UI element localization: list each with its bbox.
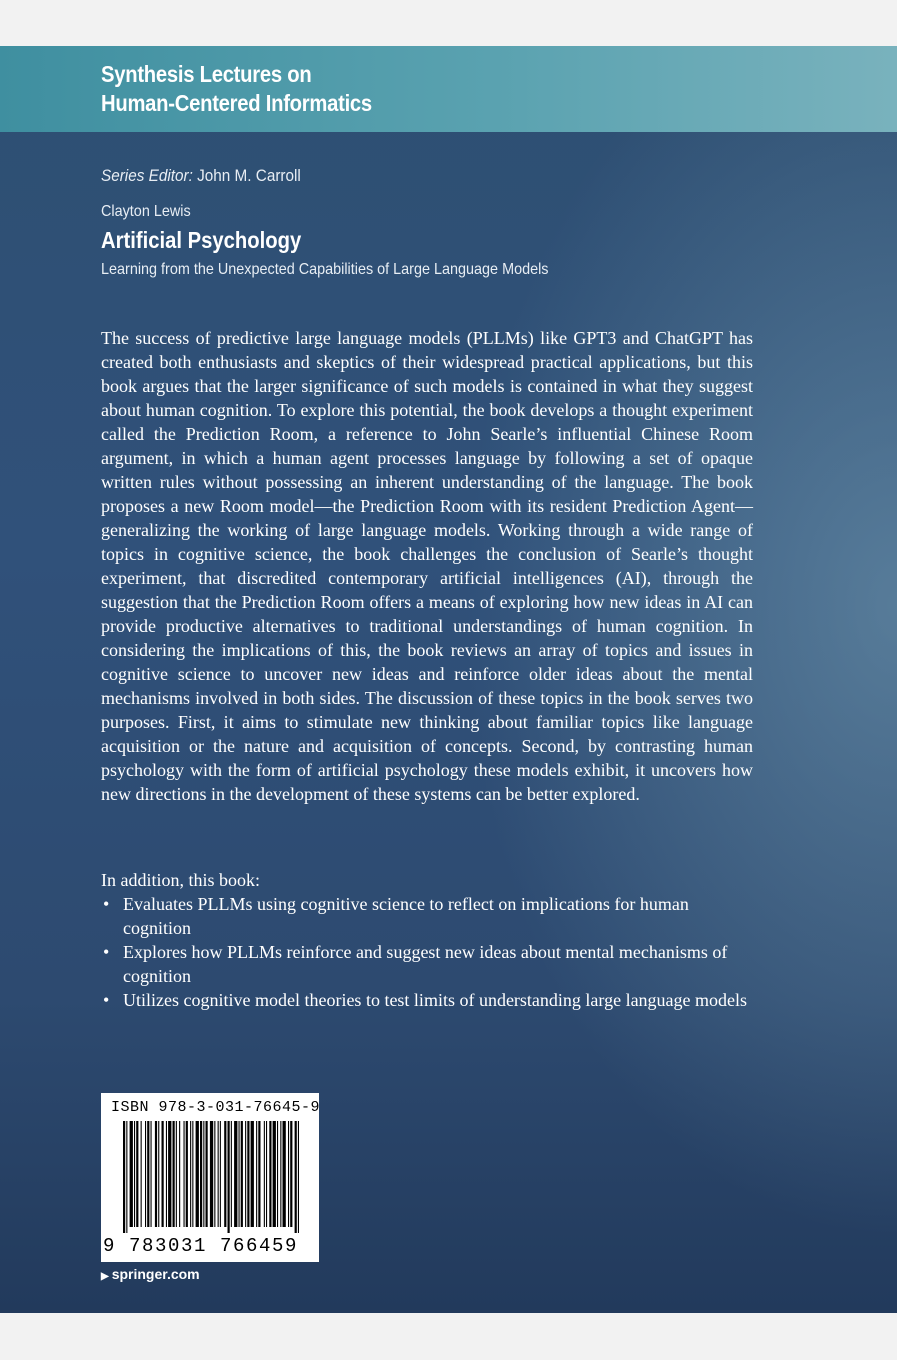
barcode-bar: [273, 1121, 276, 1227]
barcode-bar: [123, 1121, 125, 1233]
barcode-bar: [176, 1121, 177, 1227]
barcode-bar: [234, 1121, 237, 1227]
series-editor: [101, 166, 301, 186]
barcode-bar: [228, 1121, 230, 1233]
barcode-bar: [283, 1121, 286, 1227]
barcode-bar: [266, 1121, 267, 1227]
barcode-bar: [298, 1121, 299, 1233]
barcode-bar: [269, 1121, 271, 1227]
barcode-bar: [136, 1121, 138, 1227]
barcode-bar: [290, 1121, 292, 1227]
addition-section: [101, 868, 753, 1012]
barcode-bar: [196, 1121, 199, 1227]
barcode-bar: [280, 1121, 281, 1227]
barcode-bar: [220, 1121, 221, 1227]
triangle-arrow-icon: ▶: [101, 1271, 109, 1282]
barcode-bar: [158, 1121, 159, 1227]
barcode-bar: [186, 1121, 188, 1227]
publisher-url: springer.com: [111, 1266, 200, 1282]
back-cover: [0, 46, 897, 1313]
series-title-line-1: Synthesis Lectures on: [101, 61, 312, 87]
barcode-bar: [224, 1121, 226, 1227]
barcode-bar: [264, 1121, 265, 1227]
barcode-bar: [126, 1121, 127, 1233]
barcode-bar: [203, 1121, 204, 1227]
barcode-bar: [173, 1121, 175, 1227]
series-title-line-2: Human-Centered Informatics: [101, 90, 372, 116]
barcode-bar: [214, 1121, 215, 1227]
barcode-bars: [123, 1121, 299, 1233]
barcode-bar: [231, 1121, 232, 1227]
barcode-bar: [245, 1121, 246, 1227]
feature-item: • Explores how PLLMs reinforce and suggest new ideas about mental mechanisms of cognition: [101, 940, 753, 988]
addition-intro: In addition, this book:: [101, 870, 260, 890]
barcode-bar: [247, 1121, 249, 1227]
barcode-bar: [166, 1121, 167, 1227]
barcode-bar: [155, 1121, 157, 1227]
barcode-bar: [151, 1121, 152, 1227]
barcode-digits: 9 783031 766459: [103, 1235, 299, 1257]
barcode-box: [101, 1093, 319, 1262]
barcode-bar: [141, 1121, 142, 1227]
barcode-bar: [241, 1121, 243, 1227]
feature-item: • Utilizes cognitive model theories to test limits of understanding large language models: [101, 988, 753, 1012]
author-name: Clayton Lewis: [101, 203, 191, 220]
barcode-bar: [239, 1121, 240, 1227]
barcode-bar: [256, 1121, 257, 1227]
barcode-bar: [277, 1121, 278, 1227]
barcode-bar: [288, 1121, 289, 1227]
barcode-bar: [218, 1121, 219, 1227]
barcode-bar: [145, 1121, 146, 1227]
barcode-bar: [190, 1121, 191, 1227]
barcode-bar: [134, 1121, 135, 1227]
feature-item: • Evaluates PLLMs using cognitive science to reflect on implications for human cognition: [101, 892, 753, 940]
barcode-bar: [192, 1121, 193, 1227]
feature-list: [101, 892, 753, 1012]
barcode-bar: [168, 1121, 171, 1227]
series-editor-name: John M. Carroll: [197, 166, 301, 185]
series-editor-label: Series Editor:: [101, 166, 193, 185]
publisher-link[interactable]: [101, 1266, 200, 1282]
barcode-bar: [179, 1121, 180, 1227]
barcode-bar: [130, 1121, 133, 1227]
series-band: [0, 46, 897, 132]
barcode-bar: [258, 1121, 260, 1227]
barcode-bar: [184, 1121, 185, 1227]
series-title: [101, 60, 372, 118]
barcode-bar: [206, 1121, 208, 1227]
book-title: Artificial Psychology: [101, 227, 302, 253]
barcode-bar: [200, 1121, 202, 1227]
barcode-bar: [210, 1121, 213, 1227]
barcode-bar: [147, 1121, 149, 1227]
barcode-bar: [295, 1121, 297, 1233]
barcode-bar: [162, 1121, 164, 1227]
book-subtitle: Learning from the Unexpected Capabilities of Large Language Models: [101, 261, 549, 278]
book-description: The success of predictive large language models (PLLMs) like GPT3 and ChatGPT has created both enthusiasts and skeptics of their widespread practical applications, but this book argues that the larger significance of such models is contained in what they suggest about human cognition. To explore this potential, the book develops a thought experiment called the Prediction Room, a reference to John Searle’s influential Chinese Room argument, in which a human agent processes language by following a set of opaque written rules without possessing an inherent understanding of the language. The book proposes a new Room model—the Prediction Room with its resident Prediction Agent—generalizing the working of large language models. Working through a wide range of topics in cognitive science, the book challenges the conclusion of Searle’s thought experiment, that discredited contemporary artificial intelligences (AI), through the suggestion that the Prediction Room offers a means of exploring how new ideas in AI can provide productive alternatives to traditional understandings of human cognition. In considering the implications of this, the book reviews an array of topics and issues in cognitive science to uncover new ideas and reinforce older ideas about the mental mechanisms involved in both sides. The discussion of these topics in the book serves two purposes. First, it aims to stimulate new thinking about familiar topics like language acquisition or the nature and acquisition of concepts. Second, by contrasting human psychology with the form of artificial psychology these models exhibit, it uncovers how new directions in the development of these systems can be better explored.: [101, 328, 753, 804]
isbn-label: ISBN 978-3-031-76645-9: [111, 1099, 321, 1116]
barcode-bar: [251, 1121, 254, 1227]
